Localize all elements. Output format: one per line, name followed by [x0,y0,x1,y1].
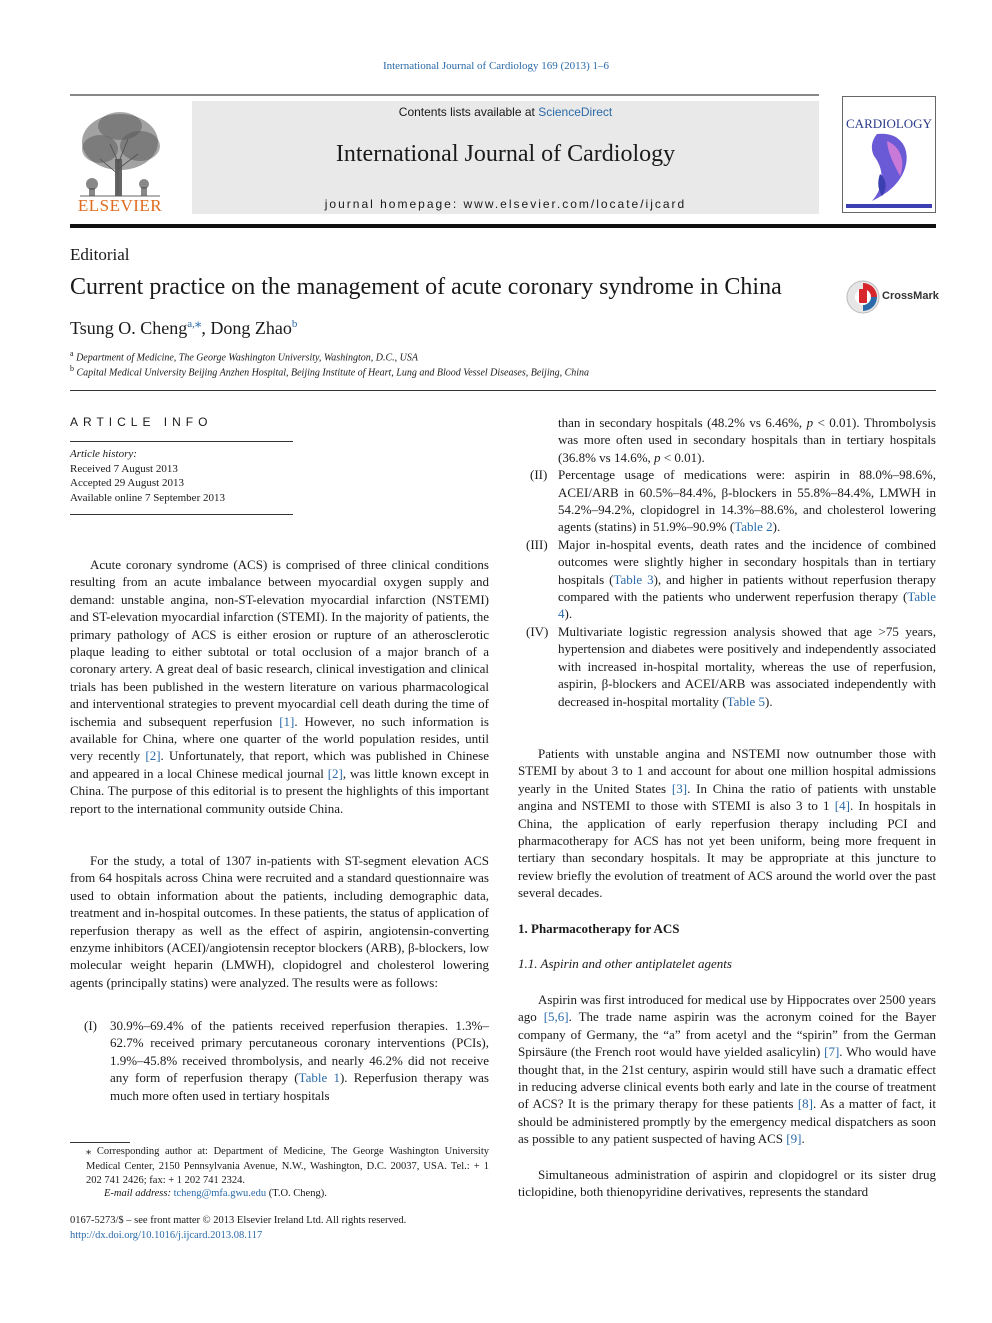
copyright-issn: 0167-5273/$ – see front matter © 2013 Elsevier Ireland Ltd. All rights reserved. http://dx.doi.org/10.1016/j.ijcard.2013.08.117 [70,1214,406,1243]
elsevier-wordmark: ELSEVIER [77,196,163,215]
reference-link[interactable]: [4] [834,798,850,814]
affiliation-b: $^b$ Capital Medical University Beijing Anzhen Hospital, Beijing Institute of Heart, Lung and Blood Vessel Diseases, Beijing, China [70,364,590,379]
article-history: Article history: Received 7 August 2013 Accepted 29 August 2013 Available online 7 September 2013 [70,448,225,504]
journal-homepage[interactable]: journal homepage: www.elsevier.com/locate/ijcard [324,197,687,211]
list-item: (IV) Multivariate logistic regression analysis showed that age >75 years, hypertension and diabetes were positively and independently associated with increased in-hospital mortality, whereas the use of reperfusion, aspirin, β-blockers and ACEI/ARB was associated independently with decreased in-hospital mortality (Table 5). [526,623,936,709]
doi-link[interactable]: http://dx.doi.org/10.1016/j.ijcard.2013.08.117 [70,1229,263,1241]
author-name: Tsung O. Cheng [70,318,188,338]
elsevier-tree-logo [70,104,170,214]
article-title: Current practice on the management of acute coronary syndrome in China [70,274,782,300]
table-link[interactable]: Table 4 [558,589,936,622]
list-item: than in secondary hospitals (48.2% vs 6.46%, p < 0.01). Thrombolysis was more often used in secondary hospitals than in tertiary hospitals (36.8% vs 14.6%, p < 0.01). [558,415,936,465]
section-heading: 1. Pharmacotherapy for ACS [518,921,680,936]
reference-link[interactable]: [5,6] [543,1009,569,1025]
list-item: (II) Percentage usage of medications were: aspirin in 88.0%–98.6%, ACEI/ARB in 60.5%–84.4%, β-blockers in 55.8%–84.4%, LMWH in 54.2%–94.2%, clopidogrel in 14.3%–88.6%, and cholesterol lowering agents (statins) in 51.9%–90.9% (Table 2). [530,467,936,535]
crossmark-icon [846,280,880,314]
cover-title: CARDIOLOGY [846,116,932,131]
email-link[interactable]: tcheng@mfa.gwu.edu [173,1188,267,1199]
affiliation-a: $^a$ Department of Medicine, The George Washington University, Washington, D.C., USA [70,349,418,364]
article-info-rule-bottom [70,514,293,515]
footnote-rule [70,1142,130,1143]
journal-title: International Journal of Cardiology [335,141,676,167]
author-affiliation-sup[interactable]: b [291,318,298,330]
reference-link[interactable]: [2] [145,748,161,764]
table-link[interactable]: Table 2 [734,519,773,535]
reference-link[interactable]: [2] [327,765,343,781]
sciencedirect-link[interactable]: ScienceDirect [538,105,613,119]
reference-link[interactable]: [7] [824,1044,840,1060]
journal-cover-image [842,96,936,213]
crossmark-label: CrossMark [882,290,939,302]
body-paragraph: Acute coronary syndrome (ACS) is comprised of three clinical conditions resulting from an acute imbalance between myocardial oxygen supply and demand: unstable angina, non-ST-elevation myocardial infarction (NSTEMI) and ST-elevation myocardial infarction (STEMI). In the majority of patients, the primary pathology of ACS is either erosion or rupture of an atherosclerotic plaque leading to either subtotal or total occlusion of a major branch of a coronary artery. A great deal of basic research, clinical investigation and clinical trials has been published in the western literature on various pharmacological and interventional strategies to prevent myocardial cell death during the time of ischemia and subsequent reperfusion [1]. However, no such information is available for China, where one quarter of the world population resides, until very recently [2]. Unfortunately, that report, which was published in Chinese and appeared in a local Chinese medical journal [2], was little known except in China. The purpose of this editorial is to present the highlights of this important report to the international community outside China. [70,557,490,816]
table-link[interactable]: Table 3 [613,571,654,587]
journal-citation[interactable]: International Journal of Cardiology 169 (2013) 1–6 [382,60,610,72]
corresponding-star[interactable]: ⁎ [194,315,202,330]
corresponding-author-footnote: ⁎ Corresponding author at: Department of Medicine, The George Washington University Medical Center, 2150 Pennsylvania Avenue, N.W., Washington, D.C. 20037, USA. Tel.: + 1 202 741 2426; fax: + 1 202 741 2324. [86,1146,489,1186]
table-link[interactable]: Table 5 [726,693,766,709]
reference-link[interactable]: [8] [797,1096,814,1112]
list-item: (III) Major in-hospital events, death rates and the incidence of combined outcomes were slightly higher in secondary hospitals than in tertiary hospitals (Table 3), and higher in patients without reperfusion therapy compared with the patients who underwent reperfusion therapy (Table 4). [526,536,936,622]
crossmark-badge[interactable] [846,280,942,316]
body-paragraph: Aspirin was first introduced for medical use by Hippocrates over 2500 years ago [5,6]. The trade name aspirin was the acronym coined for the Bayer company of Germany, the “a” from acetyl and the “spirin” from the German Spirsäure (the French root would have yielded asalicylin) [7]. Who would have thought that, in the 21st century, aspirin would still have such a dramatic effect in reducing adverse clinical events both early and late in the course of treatment of ACS? It is the primary therapy for these patients [8]. As a matter of fact, it should be administered promptly by the emergency medical dispatchers as soon as possible to any patient suspected of having ACS [9]. [518,992,936,1147]
article-info-heading: ARTICLE INFO [70,415,213,429]
body-paragraph: For the study, a total of 1307 in-patients with ST-segment elevation ACS from 64 hospitals across China were recruited and a standard questionnaire was used to obtain information about the patients, including demographic data, treatment and in-hospital outcomes. In these patients, the status of application of reperfusion therapy as well as the effect of aspirin, angiotensin-converting enzyme inhibitors (ACEI)/angiotensin receptor blockers (ARB), β-blockers, low molecular weight heparin (LMWH), clopidogrel and cholesterol lowering agents (principally statins) were analyzed. The results were as follows: [70,853,489,990]
reference-link[interactable]: [9] [786,1131,802,1147]
title-divider [70,390,936,391]
header-bottom-rule [70,224,936,228]
results-list [70,1017,489,1104]
results-list-continued [518,414,936,710]
reference-link[interactable]: [1] [279,713,295,729]
header-top-rule [70,94,819,96]
contents-available: Contents lists available at ScienceDirect [398,105,613,119]
reference-link[interactable]: [3] [671,780,688,796]
author-affiliation-sup[interactable]: a, [187,318,195,330]
list-item: (I) 30.9%–69.4% of the patients received reperfusion therapies. 1.3%–62.7% received primary percutaneous coronary interventions (PCIs), 1.9%–45.8% received thrombolysis, and nearly 46.2% did not receive any form of reperfusion therapy (Table 1). Reperfusion therapy was much more often used in tertiary hospitals [84,1018,489,1103]
author-name: Dong Zhao [210,318,292,338]
body-paragraph: Patients with unstable angina and NSTEMI now outnumber those with STEMI by about 3 to 1 and account for about one million hospital admissions yearly in the United States [3]. In China the ratio of patients with unstable angina and NSTEMI to those with STEMI is also 3 to 1 [4]. In hospitals in China, the application of early reperfusion therapy including PCI and pharmacotherapy for ACS has not yet been uniform, being more frequent in tertiary than secondary hospitals. It may be appropriate at this juncture to review briefly the evolution of treatment of ACS around the world over the past several decades. [518,746,936,901]
author-list: Tsung O. Cheng$^{a,⁎}$, Dong Zhao$^b$ [70,315,298,338]
subsection-heading: 1.1. Aspirin and other antiplatelet agents [518,956,732,971]
body-paragraph: Simultaneous administration of aspirin and clopidogrel or its sister drug ticlopidine, both thienopyridine derivatives, represents the standard [518,1167,936,1200]
article-type: Editorial [70,245,130,264]
email-footnote: E-mail address: tcheng@mfa.gwu.edu (T.O. Cheng). [104,1188,327,1199]
journal-cover-icon [842,96,936,213]
article-info-rule [70,441,293,442]
table-link[interactable]: Table 1 [298,1070,340,1086]
